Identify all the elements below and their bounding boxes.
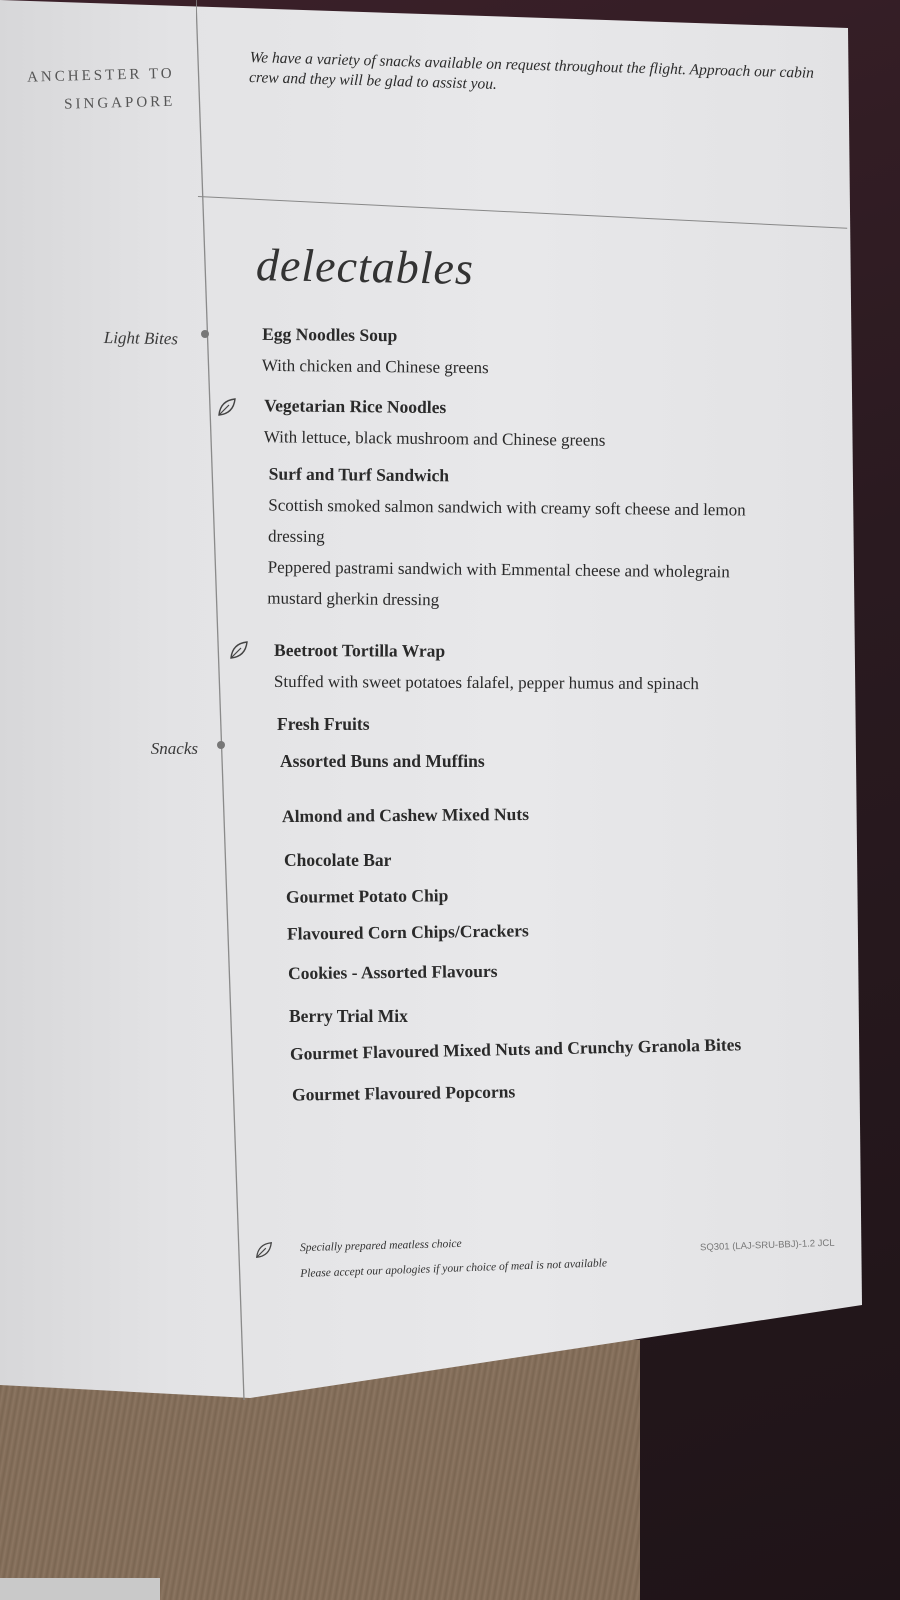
leaf-icon (216, 396, 238, 418)
item-description: mustard gherkin dressing (267, 588, 440, 610)
item-description: Scottish smoked salmon sandwich with creamy soft cheese and lemon (268, 495, 746, 520)
item-name: Cookies - Assorted Flavours (287, 960, 498, 984)
menu-item (280, 746, 485, 777)
menu-item (282, 799, 529, 832)
item-name: Beetroot Tortilla Wrap (274, 639, 446, 661)
meatless-note: Specially prepared meatless choice (299, 1237, 462, 1255)
section-marker-snacks (217, 741, 225, 749)
menu-item (262, 319, 489, 383)
item-description: Peppered pastrami sandwich with Emmental cheese and wholegrain (267, 557, 730, 582)
route-title (0, 60, 176, 121)
item-description: Stuffed with sweet potatoes falafel, pepper humus and spinach (273, 671, 700, 694)
menu-item (292, 1076, 516, 1110)
menu-item (267, 459, 746, 619)
item-name: Fresh Fruits (277, 714, 370, 734)
vertical-divider (196, 0, 246, 1400)
menu-item (287, 915, 529, 949)
item-name: Gourmet Flavoured Popcorns (291, 1081, 516, 1105)
intro-text: We have a variety of snacks available on request throughout the flight. Approach our cabin crew and they will be glad to assist you. (248, 48, 815, 93)
section-label-snacks: Snacks (150, 739, 198, 758)
item-name: Almond and Cashew Mixed Nuts (281, 803, 530, 827)
route-line-2: SINGAPORE (63, 93, 176, 113)
menu-item (277, 709, 370, 740)
bottom-strip (0, 1578, 160, 1600)
menu-item (284, 845, 391, 876)
item-name: Gourmet Potato Chip (285, 885, 449, 907)
leaf-icon (228, 639, 250, 661)
item-name: Berry Trial Mix (289, 1006, 408, 1026)
menu-code: SQ301 (LAJ-SRU-BBJ)-1.2 JCL (699, 1237, 835, 1254)
item-name: Surf and Turf Sandwich (268, 463, 450, 486)
item-name: Flavoured Corn Chips/Crackers (286, 920, 529, 944)
item-description: With lettuce, black mushroom and Chinese greens (263, 427, 606, 450)
item-name: Gourmet Flavoured Mixed Nuts and Crunchy Granola Bites (289, 1034, 742, 1064)
item-description: With chicken and Chinese greens (261, 355, 489, 378)
menu-item (289, 1001, 408, 1032)
apology-note: Please accept our apologies if your choice of meal is not available (300, 1257, 608, 1280)
item-name: Chocolate Bar (284, 850, 392, 870)
item-name: Vegetarian Rice Noodles (264, 395, 447, 418)
item-name: Assorted Buns and Muffins (280, 751, 485, 771)
section-label-light-bites: Light Bites (103, 328, 179, 349)
menu-item (288, 956, 498, 989)
menu-item (264, 390, 606, 456)
menu-item (286, 880, 449, 912)
item-description: dressing (267, 526, 325, 547)
menu-item (274, 635, 699, 699)
leaf-icon (254, 1240, 274, 1260)
item-name: Egg Noodles Soup (262, 323, 398, 346)
route-line-1: ANCHESTER TO (26, 65, 175, 86)
section-marker-light-bites (201, 330, 209, 338)
menu-heading: delectables (255, 239, 475, 294)
